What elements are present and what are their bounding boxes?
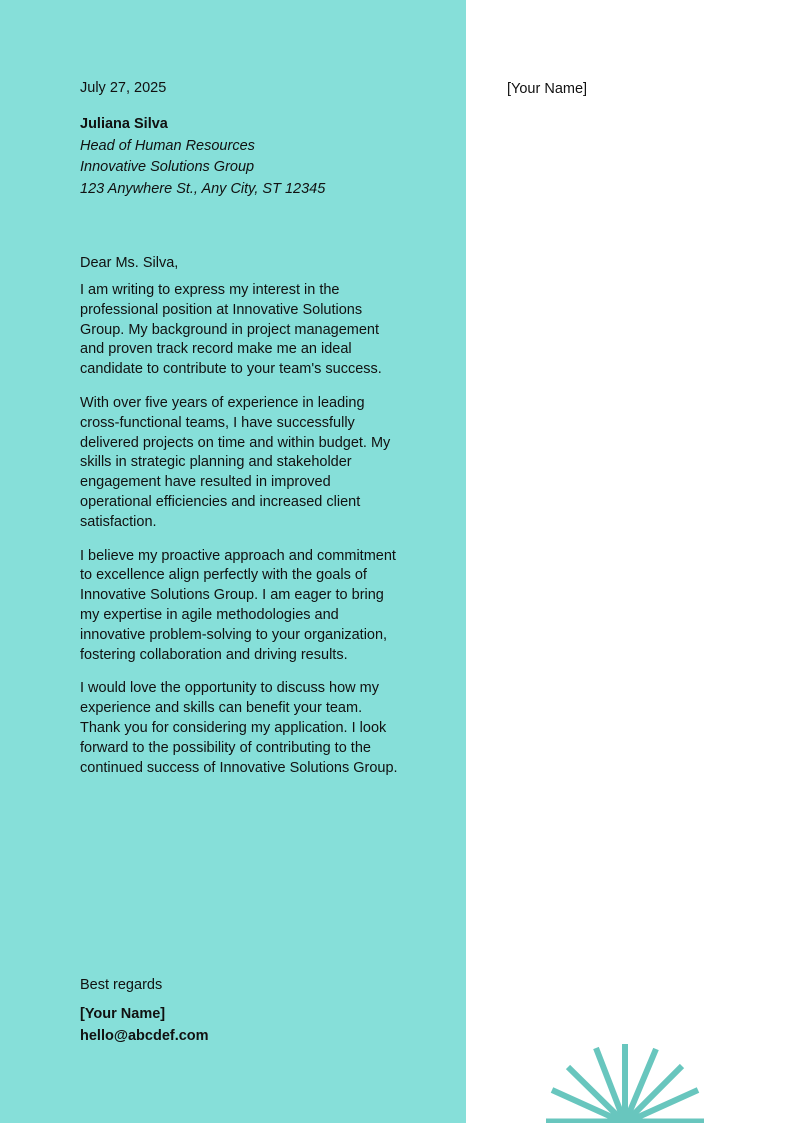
recipient-name: Juliana Silva (80, 116, 168, 132)
signature-email: hello@abcdef.com (80, 1027, 209, 1044)
signature-name: [Your Name] (80, 1006, 166, 1022)
sunburst-icon (544, 1040, 706, 1123)
salutation: Dear Ms. Silva, (80, 255, 179, 271)
letter-date: July 27, 2025 (80, 80, 167, 96)
signature-block (80, 1004, 209, 1047)
recipient-block (80, 114, 325, 200)
letter-body (80, 281, 398, 792)
recipient-address: 123 Anywhere St., Any City, ST 12345 (80, 180, 326, 197)
body-paragraph: I believe my proactive approach and commitment to excellence align perfectly with the goals of Innovative Solutions Group. I am eager to bring my expertise in agile methodologies and innovative problem-solving to your organization, fostering collaboration and driving results. (80, 547, 396, 663)
body-paragraph: I would love the opportunity to discuss how my experience and skills can benefit your team. Thank you for considering my application. I look forward to the possibility of contributing to the continued success of Innovative Solutions Group. (80, 680, 398, 776)
body-paragraph: With over five years of experience in leading cross-functional teams, I have successfully delivered projects on time and within budget. My skills in strategic planning and stakeholder engagement have resulted in improved operational efficiencies and increased client satisfaction. (80, 394, 391, 530)
closing: Best regards (80, 977, 163, 993)
recipient-company: Innovative Solutions Group (80, 159, 255, 175)
sender-name: [Your Name] (507, 81, 588, 97)
recipient-title: Head of Human Resources (80, 137, 255, 154)
body-paragraph: I am writing to express my interest in the professional position at Innovative Solutions Group. My background in project management and proven track record make me an ideal candidate to contribute to your team's success. (80, 282, 382, 378)
